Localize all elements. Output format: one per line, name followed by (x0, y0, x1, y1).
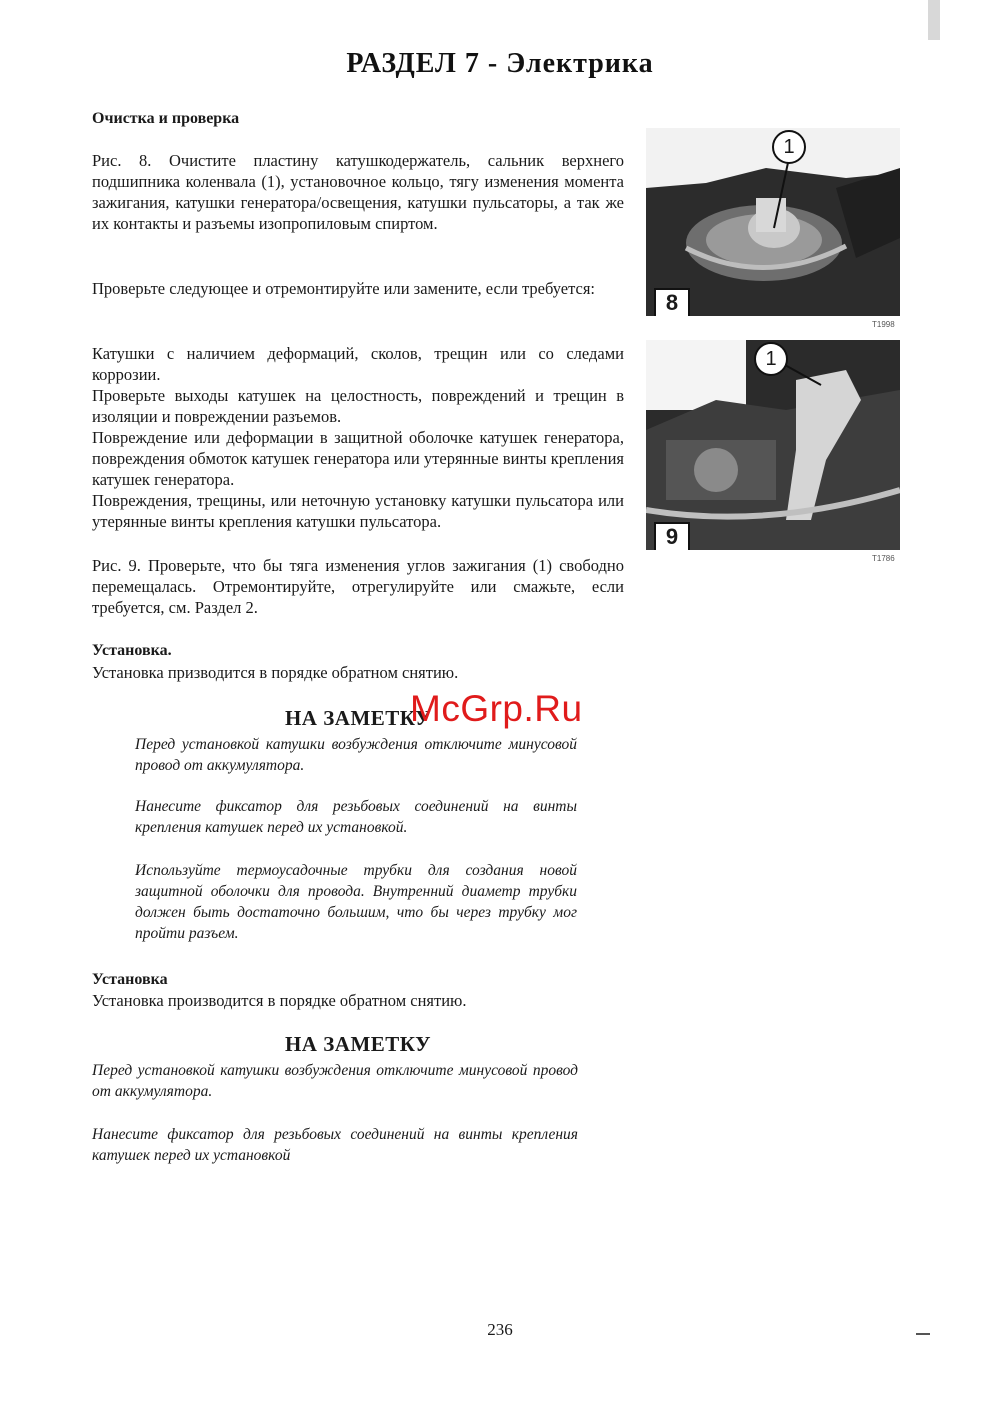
figure-9-photo (646, 340, 900, 550)
note-item: Используйте термоусадочные трубки для создания новой защитной оболочки для провода. Внутренний диаметр трубки должен быть достаточно большим, что бы через трубку мог пройти разъем. (135, 862, 577, 942)
figure-number: 8 (654, 288, 690, 316)
check-intro: Проверьте следующее и отремонтируйте или замените, если требуется: (92, 279, 595, 298)
fig8-paragraph: Рис. 8. Очистите пластину катушкодержатель, сальник верхнего подшипника коленвала (1), установочное кольцо, тягу изменения момента зажигания, катушки генератора/освещения, катушки пульсаторы, а так же их контакты и разъемы изопропиловым спиртом. (92, 151, 624, 233)
cleaning-heading: Очистка и проверка (92, 110, 240, 127)
note-title-2: НА ЗАМЕТКУ (284, 1032, 432, 1056)
scan-edge-mark (928, 0, 940, 40)
note-title: НА ЗАМЕТКУ (284, 706, 432, 730)
callout-marker: 1 (772, 130, 806, 164)
note-item: Перед установкой катушки возбуждения отключите минусовой провод от аккумулятора. (135, 736, 577, 774)
install-heading-2: Установка (92, 971, 168, 988)
watermark: McGrp.Ru (410, 688, 583, 729)
figure-number: 9 (654, 522, 690, 550)
checks-list (92, 343, 624, 532)
note-item-2: Нанесите фиксатор для резьбовых соединений на винты крепления катушек перед их установкой (92, 1126, 578, 1164)
callout-marker: 1 (754, 342, 788, 376)
install-heading: Установка. (92, 642, 172, 659)
note-item: Нанесите фиксатор для резьбовых соединений на винты крепления катушек перед их установкой. (135, 798, 577, 836)
note-item-2: Перед установкой катушки возбуждения отключите минусовой провод от аккумулятора. (92, 1062, 578, 1100)
check-item: Повреждения, трещины, или неточную установку катушки пульсатора или утерянные винты крепления катушки пульсатора. (92, 491, 624, 531)
check-item: Повреждение или деформации в защитной оболочке катушек генератора, повреждения обмоток катушек генератора или утерянные винты крепления катушек генератора. (92, 428, 624, 489)
fig9-paragraph: Рис. 9. Проверьте, что бы тяга изменения углов зажигания (1) свободно перемещалась. Отремонтируйте, отрегулируйте или смажьте, если требуется, см. Раздел 2. (92, 556, 624, 617)
check-item: Проверьте выходы катушек на целостность, повреждений и трещин в изоляции и повреждении разъемов. (92, 386, 624, 426)
install-text: Установка призводится в порядке обратном снятию. (92, 663, 459, 682)
install-text-2: Установка производится в порядке обратном снятию. (92, 991, 467, 1010)
page-number: 236 (487, 1320, 513, 1339)
page-title: РАЗДЕЛ 7 - Электрика (346, 48, 654, 79)
figure-code: T1786 (872, 554, 895, 563)
figure-code: T1998 (872, 320, 895, 329)
check-item: Катушки с наличием деформаций, сколов, трещин или со следами коррозии. (92, 344, 624, 384)
figure-8-photo (646, 128, 900, 316)
